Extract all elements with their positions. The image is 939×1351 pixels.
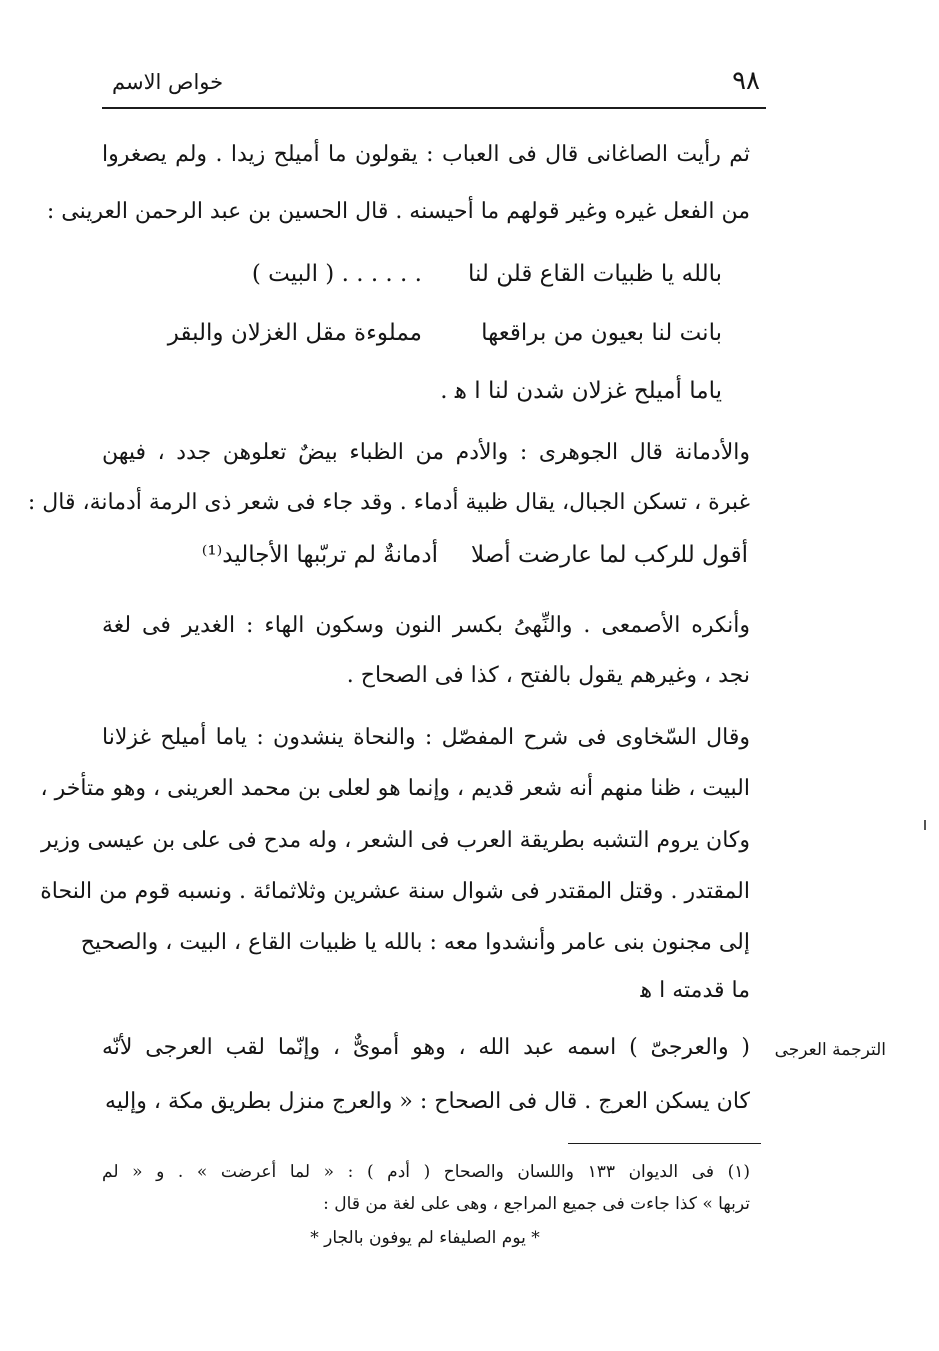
para4-line-1: وقال السّخاوى فى شرح المفصّل : والنحاة ينشدون : ياما أميلح غزلانا bbox=[102, 725, 750, 750]
para3-line-1: وأنكره الأصمعى . والنِّهىُ بكسر النون وسكون الهاء : الغدير فى لغة bbox=[102, 613, 750, 638]
margin-note: الترجمة العرجى bbox=[774, 1040, 886, 1060]
para4-line-3: وكان يروم التشبه بطريقة العرب فى الشعر ، وله مدح فى على بن عيسى وزير bbox=[40, 828, 750, 853]
footnote-divider bbox=[568, 1143, 761, 1144]
para4-line-4: المقتدر . وقتل المقتدر فى شوال سنة عشرين وثلاثمائة . ونسبه قوم من النحاة bbox=[40, 879, 750, 904]
footnote-line-2: تربها » كذا جاءت فى جميع المراجع ، وهى على لغة من قال : bbox=[323, 1194, 750, 1214]
para1-line-2: من الفعل غيره وغير قولهم ما أحيسنه . قال الحسين بن عبد الرحمن العرينى : bbox=[46, 199, 750, 224]
verse2-hemistich-2: أدمانةٌ لم تربّبها الأجاليد⁽¹⁾ bbox=[201, 542, 438, 568]
verse1-line2-hemistich-2: مملوءة مقل الغزلان والبقر bbox=[167, 320, 422, 346]
verse1-line-2 bbox=[134, 318, 722, 352]
para2-line-2: غبرة ، تسكن الجبال، يقال ظبية أدماء . وقد جاء فى شعر ذى الرمة أدمانة، قال : bbox=[27, 490, 750, 515]
para5-line-1: ( والعرجىّ ) اسمه عبد الله ، وهو أموىٌّ ، وإنّما لقب العرجى لأنّه bbox=[102, 1035, 750, 1060]
verse1-line1-hemistich-2: . . . . . . ( البيت ) bbox=[251, 261, 422, 287]
verse2-hemistich-1: أقول للركب لما عارضت أصلا bbox=[471, 542, 748, 568]
para4-line-6: ما قدمته ا ﻫ bbox=[640, 978, 750, 1003]
para5-line-2: كان يسكن العرج . قال فى الصحاح : « والعرج منزل بطريق مكة ، وإليه bbox=[105, 1089, 750, 1114]
para1-line-1: ثم رأيت الصاغانى قال فى العباب : يقولون ما أميلح زيدا . ولم يصغروا bbox=[102, 142, 750, 167]
running-header-title: خواص الاسم bbox=[112, 70, 224, 94]
verse2-line bbox=[138, 540, 748, 574]
verse1-line-1 bbox=[134, 259, 722, 293]
footnote-verse: * يوم الصليفاء لم يوفون بالجار * bbox=[310, 1228, 540, 1248]
para3-line-2: نجد ، وغيرهم يقول بالفتح ، كذا فى الصحاح . bbox=[346, 663, 750, 688]
page-number: ٩٨ bbox=[732, 66, 760, 96]
header-divider bbox=[102, 107, 766, 109]
para4-line-5: إلى مجنون بنى عامر وأنشدوا معه : بالله يا ظبيات القاع ، البيت ، والصحيح bbox=[80, 930, 750, 955]
para4-line-2: البيت ، ظنا منهم أنه شعر قديم ، وإنما هو لعلى بن محمد العرينى ، وهو متأخر ، bbox=[40, 776, 750, 801]
verse1-line-3: ياما أميلح غزلان شدن لنا ا ﻫ . bbox=[440, 378, 722, 404]
footnote-line-1: (١) فى الديوان ١٣٣ واللسان والصحاح ( أدم ) : « لما أعرضت » . و « لم bbox=[102, 1162, 751, 1182]
scan-mark bbox=[924, 820, 926, 830]
verse1-line2-hemistich-1: بانت لنا بعيون من براقعها bbox=[481, 320, 722, 346]
para2-line-1: والأدمانة قال الجوهرى : والأدم من الظباء بيضٌ تعلوهن جدد ، فيهن bbox=[102, 440, 750, 465]
verse1-line1-hemistich-1: بالله يا ظبيات القاع قلن لنا bbox=[467, 261, 722, 287]
